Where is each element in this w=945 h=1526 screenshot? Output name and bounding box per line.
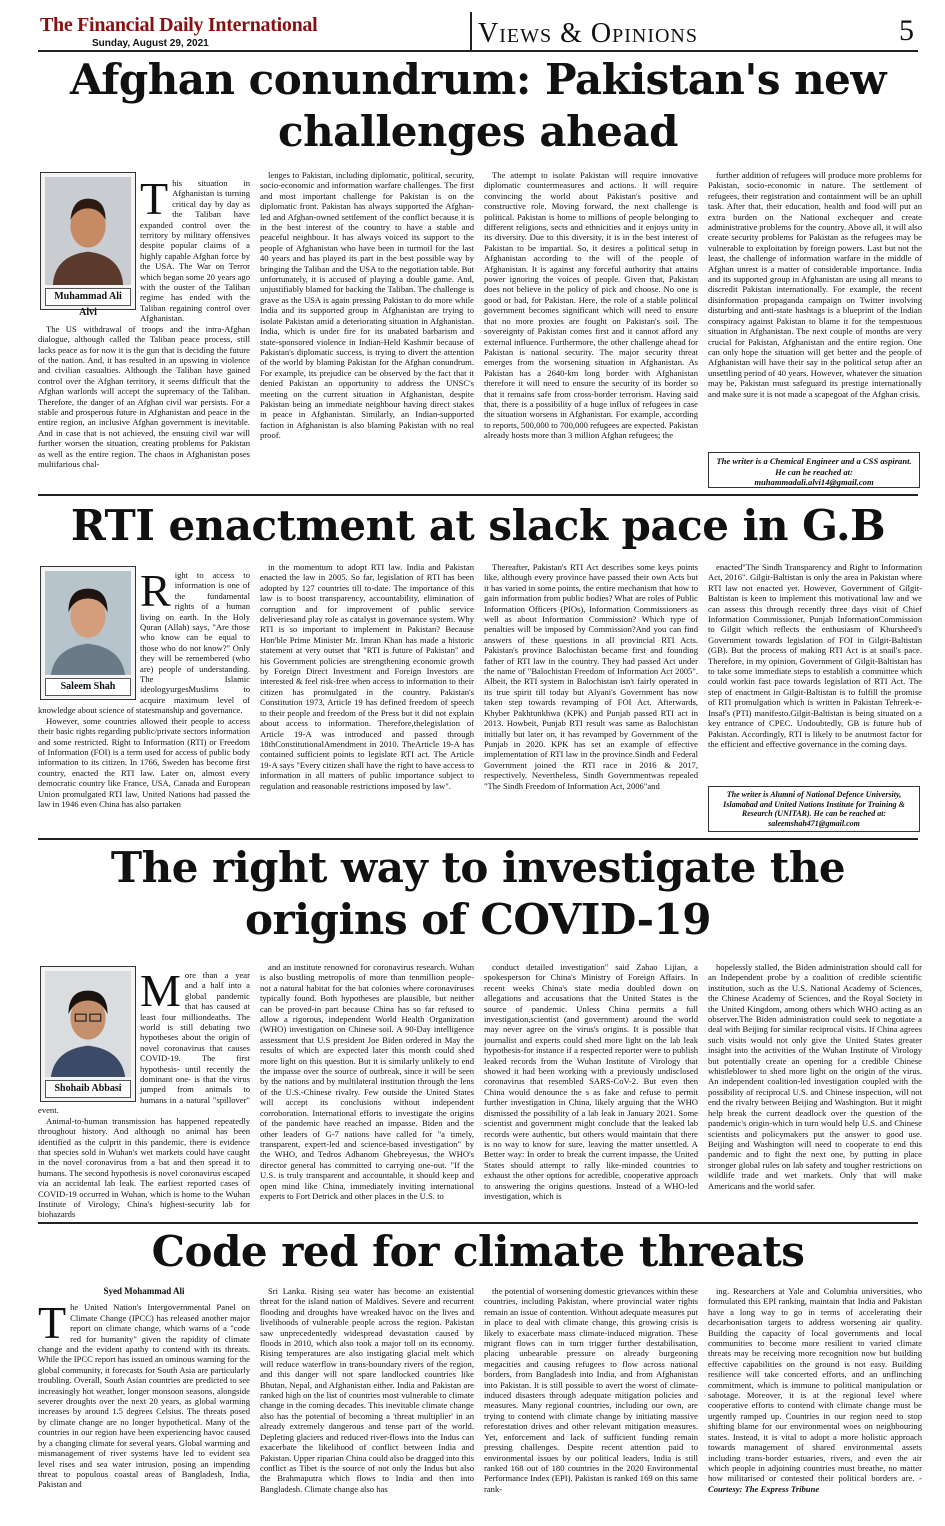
article4-column-1 xyxy=(38,1286,250,1518)
article1-col2-text: lenges to Pakistan, including diplomatic, political, security, socio-economic and information warfare challenges. The first and most important challenge for Pakistan is on the diplomatic front. Pakistan has always supported the Afghan-led and Afghan-owned settlement of the conflict because it is in the best interest of the country to have a stable and peaceful neighbour. It has always voiced its support to the people of Afghanistan who have been in turmoil for the last 40 years and has played its part in the best possible way by bringing the Taliban and the USA to the negotiation table. But unfortunately, it is accused of playing a double game. And, unjustifiably blamed for backing the Taliban. The challenge is grave as the USA is again pressing Pakistan to do more while India and its supported group in Afghanistan are trying to isolate Pakistan amid a deteriorating situation in Afghanistan. India, which is under fire for its unabated barbarism and state-sponsored violence in Indian-Held Kashmir because of Pakistan's diplomatic success, is trying to divert the attention of the world by blaming Pakistan for the Afghan conundrum. For example, its prejudice can be observed by the fact that it denied Pakistan an opportunity to address the UNSC's meeting on the current situation in Afghanistan, despite Pakistan being an immediate neighbour having direct stakes in peace in Afghanistan. Similarly, an Indian-supported faction in Afghanistan is also blaming Pakistan with no real proof. xyxy=(260,170,474,441)
article3-col4-text: hopelessly stalled, the Biden administration should call for an Independent probe by a coalition of credible scientific institution, such as the U.S. National Academy of Sciences, the Chinese Academy of Sciences, and the Royal Society in the United Kingdom, among others which WHO acting as an observer.The Biden administration could seek to negotiate a deal with Beijing for similar reciprocal visits. If China agrees such visits would not only give the United States greater insight into the activities of the Wuhan Institute of Virology but potentially create an opening for a credible Chinese whistleblower to shed more light on the origin of the virus. An independent coalition-led investigation coupled with the possibility of reciprocal U.S. and Chinese inspection, will not end the rivalry between Beijing and Washington. But it might help break the current deadlock over the question of the pandemic's origin-which in turn would help U.S. and Chinese scientists and policymakers put the answer to good use. Beijing and Washington will need to cooperate to end this pandemic and to fight the next one, by putting in place stronger global rules on lab safety and tougher restrictions on wildlife trade and wet markets. Only that will make Americans and the world safer. xyxy=(708,962,922,1191)
article1-bio-text: The writer is a Chemical Engineer and a CSS aspirant. He can be reached at: xyxy=(716,456,912,477)
article3-headline-line1: The right way to investigate the xyxy=(110,843,846,892)
article-divider xyxy=(38,1222,918,1224)
article3-headline-line2: origins of COVID-19 xyxy=(244,895,711,944)
article1-headline-line2: challenges ahead xyxy=(278,107,678,156)
article4-headline: Code red for climate threats xyxy=(151,1227,805,1276)
article1-column-3 xyxy=(484,170,698,490)
article4-column-4 xyxy=(708,1286,922,1518)
article2-col1-text: However, some countries allowed their people to access their basic rights regarding public/private sectors information and some restricted. Right to Information (RTI) or Freedom of Information (FOI) is a term used for access of public body information to its citizen. In 1766, Sweden has become first country, enacted the RTI law. Later on, almost every democratic country like France, USA, Canada and European Union promulgated RTI law, United Nations had passed the law in 1946 even China has also partaken xyxy=(38,715,250,809)
article1-bio-email: muhammadali.alvi14@gmail.com xyxy=(754,477,874,487)
masthead-divider xyxy=(470,12,472,52)
article2-bio-text: The writer is Alumni of National Defence University, Islamabad and United Nations Institute for Training & Research (UNITAR). He can be reached at: xyxy=(723,790,905,819)
article3-headline xyxy=(38,842,918,946)
article3-lead-text: ore than a year and a half into a global pandemic that has caused at least four milliondeaths. The world is still debating two hypotheses about the origin of novel coronavirus that causes COVID-19. The first hypothesis- until recently the dominant one- is that the virus jumped from animals to humans in a natural "spillover" event. xyxy=(38,970,250,1116)
article4-author-name: Syed Mohammad Ali xyxy=(103,1286,185,1296)
article1-author-name: Muhammad Ali Alvi xyxy=(45,288,131,306)
article2-headline: RTI enactment at slack pace in G.B xyxy=(70,501,886,550)
article2-col2-text: in the momentum to adopt RTI law. India and Pakistan enacted the law in 2005. So far, legislation of RTI has been adopted by 127 countries till to-date. The importance of this law is to boost transparency, accountability, elimination of corruption and for improvement of public service deliveriesand play role as catalyst in governance system. Why RTI is so important to implement in Pakistan? Because Hon'ble Prime Minister Mr. Imran Khan has made a historic statement at very outset that "RTI is future of Pakistan" and his Government policies are strengthening economic growth by Foreign Direct Investment and Foreign Investors are interested & feel risk-free when access to information to their citizen has promulgated in the country. Pakistan's Constitution 1973, Article 19 has defined freedom of speech to their people and freedom of the Press but it did not explain about access to information. Therefore,thelegislation of Article 19-A was introduced and passed through 18thConstitutionalAmendment in 2010. TheArticle 19-A has contained sufficient points to legislate RTI act. The Article 19-A says "Every citizen shall have the right to have access to information in all matters of public importance subject to regulation and reasonable restrictions imposed by law". xyxy=(260,562,474,791)
article4-col4-text: ing. Researchers at Yale and Columbia universities, who formulated this EPI ranking, maintain that India and Pakistan have a long way to go in terms of accelerating their decarbonisation targets to address worsening air quality. Building the capacity of local governments and local communities to become more resilient to varied climate threats may be receiving more recognition now but building effective capabilities on the ground is not easy. Building resilience will take concerted efforts, and an unflinching commitment, which is immune to political manipulation or sabotage. Moreover, it is at the regional level where cooperative efforts to contend with climate change must be urgently ramped up. Countries in our region need to stop shifting blame for our environmental woes on neighbouring states. Instead, it is vital to adopt a more holistic approach towards management of shared environmental assets including trans-border estuaries, rivers, and even the air which people in adjoining countries must breathe, no matter how militarised or contested their political borders are. xyxy=(708,1286,922,1484)
article4-col1-text: he United Nation's Intergovernmental Panel on Climate Change (IPCC) has released another major report on climate change, which warns of a "code red for humanity" given the rapidity of climate change and the evident apathy to contend with its threats. While the IPCC report has issued an ominous warning for the global community, it forecasts for South Asia are particularly troubling. Overall, South Asian countries are predicted to see increasingly hot weather, longer monsoon seasons, alongside severer droughts over the next 20 years, as global warming increases by around 1.5 degrees Celsius. The threats posed by climate change are no longer hypothetical. Many of the countries in our region have been experiencing havoc caused by a changing climate for several years. Global warming and mismanagement of river systems have led to evident sea level rises and sea water intrusion, posing an impending threat to populous coastal areas of Bangladesh, India, Pakistan and xyxy=(38,1302,250,1490)
article3-dropcap: M xyxy=(140,970,181,1016)
article1-author-bio xyxy=(708,452,920,488)
article1-lead-text: his situation in Afghanistan is turning critical day by day as the Taliban have expanded control over the territory by military offensives despite popular claims of a highly capable Afghan force by the USA. The War on Terror which began some 20 years ago with the ouster of the Taliban regime has ended with the Taliban regaining control over Afghanistan. xyxy=(140,178,250,324)
masthead xyxy=(38,12,918,52)
article1-col4-text: further addition of refugees will produce more problems for Pakistan, socio-economic in nature. The settlement of refugees, their registration and containment will be an uphill task. After that, their education, health and food will put an extra burden on the National exchequer and create administrative problems for the country. Above all, it will also create security problems for Pakistan as the refugees may be vulnerable to exploitation by foreign powers. Last but not the least, the challenge of information warfare in the middle of Afghan unrest is a matter of considerable importance. India and its supported group in Afghanistan are using all means to discredit Pakistan internationally. For example, the recent disinformation propaganda campaign on Twitter involving disturbing and anti-state hashtags is a blueprint of the Indian conspiracy against Pakistan to blame it for the tempestuous situation in Afghanistan. The next couple of months are very crucial for Pakistan, Afghanistan and the entire region. One can only hope the situation will get better and the people of Afghanistan will have their say in the political setup after an unsettling period of 40 years. However, whatever the situation may be, Pakistan must safeguard its prestige internationally and make sure it is not made a scapegoat of the Afghan crisis. xyxy=(708,170,922,399)
article1-column-4 xyxy=(708,170,922,450)
article1-col1-text: The US withdrawal of troops and the intra-Afghan dialogue, although called the Taliban peace process, still lacks peace as for now it is the gun that is deciding the future of the nation. And, it has resulted in an upswing in violence and civilian casualties. Although the Taliban have gained control over the Afghan territory, it seems difficult that the Afghan warlords will accept the supremacy of the Taliban. Therefore, the danger of an Afghan civil war persists. For a stable and prosperous future in Afghanistan and peace in the entire region, an inclusive Afghan government is inevitable. And in case that is not achieved, the ensuing civil war will further worsen the situation, creating problems for Pakistan as well as the entire region. The chaos in Afghanistan poses multifarious chal- xyxy=(38,323,250,469)
article4-courtesy: -Courtesy: The Express Tribune xyxy=(708,1473,922,1494)
article3-column-3 xyxy=(484,962,698,1220)
article4-col3-text: the potential of worsening domestic grievances within these countries, including Pakistan, where provincial water rights remain an issue of contention. Without adequate measures put in place to deal with climate change, this growing crisis is likely to exacerbate mass climate-induced migration. These migrant flows can in turn trigger further destabilisation, placing unbearable pressure on already burgeoning megacities and causing refugees to flow across national borders, from Bangladesh into India, and from Afghanistan into Pakistan. It is still possible to avert the worst of climate-induced disasters through adequate mitigation policies and measures. Many regional countries, including our own, are trying to contend with climate change by initiating massive reforestation drives and other relevant mitigation measures. Yet, enforcement and lack of sufficient funding remain pressing challenges. Despite recent attention paid to environmental issues by our political leaders, India is still ranked 168 out of 180 countries in the 2020 Environmental Performance Index (EPI). Pakistan is ranked 169 on this same rank- xyxy=(484,1286,698,1494)
paper-name: The Financial Daily International xyxy=(40,14,318,36)
article2-bio-email: saleemshah471@gmail.com xyxy=(768,818,860,828)
article1-dropcap: T xyxy=(140,178,169,224)
article1-headline xyxy=(38,54,918,158)
article3-author-name: Shohaib Abbasi xyxy=(45,1080,131,1098)
article2-author-bio xyxy=(708,786,920,832)
photo-spacer xyxy=(38,570,140,702)
article1-col3-text: The attempt to isolate Pakistan will require innovative diplomatic countermeasures and actions. It will require convincing the world about Pakistan's positive and constructive role. Moving forward, the next challenge is political. Pakistan is home to millions of people belonging to different religions, sects and ethnicities and it enjoys unity in its diversity. Due to this diversity, it is in the best interest of Pakistan to be impartial. So, it desires a political setup in Afghanistan according to the will of the people of Afghanistan. It is against any forceful authority that attains power ignoring the voices of people. Given that, Pakistan does not believe in the policy of pick and choose. No one is good or bad, for Pakistan. Here, the role of a stable political government becomes significant which will need to ensure that no more proxies are fought on Pakistan's soil. The sovereignty of Pakistan comes first and it cannot afford any external influence. Furthermore, the other challenge ahead for Pakistan is national security. The major security threat emerges from the worsening situation in Afghanistan. As Pakistan has a 2640-km long border with Afghanistan therefore it will need to ensure the security of its border so that it remains safe from cross-border terrorism. Having said that, there is a possibility of a huge influx of refugees in case the situation worsens in Afghanistan. For example, according to reports, 500,000 to 700,000 refugees are expected. Pakistan already hosts more than 3 million Afghan refugees; the xyxy=(484,170,698,441)
article3-col2-text: and an institute renowned for coronavirus research. Wuhan is also bustling metropolis of more than tenmillion people- not a natural habitat for the bat colonies where coronaviruses typically found. Both hypotheses are plausible, but neither can be proved-in part because China has so far refused to allow a rigorous, independent World Health Organization (WHO) investigation on Chinese soil. A 90-Day intelligence assessment that U.S president Joe Biden ordered in May the results of which are expected later this month could shed more light on this question. But it is similarly unlikely to end the impasse over the source of outbreak, since it will be seen by the nations and by multilateral institution through the lens of the U.S.-Chinese rivalry. Few outside the United States will accept its conclusions without independent corroboration. International efforts to investigate the origins of the pandemic have reached an impasse. Biden and the other leaders of G-7 nations have called for "a timely, transparent, expert-led and science-based investigation" by the WHO, and Tedros Adhanom Ghebreyesus, the WHO's director general has committed to carrying one-out. "If the U.S. is truly transparent and accountable, it should keep and open mind like China, immediately inviting international experts to Fort Detrick and other places in the U.S. to xyxy=(260,962,474,1201)
article4-col2-text: Sri Lanka. Rising sea water has become an existential threat for the island nation of Maldives. Severe and recurrent flooding and droughts have wreaked havoc on the lives and livelihoods of vulnerable people across the region. Pakistan saw unprecedentedly widespread devastation caused by floods in 2010, which also took a major toll on its economy. Rising temperatures are also instigating glacial melt which will reduce waterflow in trans-boundary rivers of the region, and this danger will not spare landlocked countries like Bhutan, Nepal, and Afghanistan either. India and Pakistan are ranked high on the list of countries most vulnerable to climate change in the coming decades. This inevitable climate change also has the potential of becoming a 'threat multiplier' in an already extremely dangerous and tense part of the world. Depleting glaciers and reduced river-flows into the Indus can exacerbate the likelihood of conflict between India and Pakistan. Upper riparian China could also be dragged into this conflict as Tibet is the source of not only the Indus but also the Brahmaputra which flows to India and then into Bangladesh. Climate change also has xyxy=(260,1286,474,1494)
article1-column-1 xyxy=(38,178,250,490)
article2-column-4 xyxy=(708,562,922,784)
photo-spacer xyxy=(38,970,140,1104)
article2-lead-text: ight to access to information is one of the fundamental rights of a human living on earth. In the Holy Quran (Allah) says, "Are those who know can be equal to those who do not know?" Only they will be remembered (who are) people of understanding. The Islamic ideologyurgesMuslims to acquire maximum level of knowledge about science of statesmanship and governance. xyxy=(38,570,250,716)
article3-column-2 xyxy=(260,962,474,1220)
publication-date: Sunday, August 29, 2021 xyxy=(92,38,209,49)
article2-dropcap: R xyxy=(140,570,171,616)
article2-author-name: Saleem Shah xyxy=(45,678,131,696)
article-divider xyxy=(38,838,918,840)
article1-headline-line1: Afghan conundrum: Pakistan's new xyxy=(69,55,887,104)
article3-column-1 xyxy=(38,970,250,1220)
article2-column-2 xyxy=(260,562,474,832)
page-number: 5 xyxy=(899,14,914,47)
article2-column-3 xyxy=(484,562,698,832)
article4-column-3 xyxy=(484,1286,698,1518)
article-divider xyxy=(38,494,918,496)
article4-dropcap: T xyxy=(38,1297,67,1349)
article2-column-1 xyxy=(38,570,250,832)
article2-col4-text: enacted"The Sindh Transparency and Right to Information Act, 2016". Gilgit-Baltistan is only the area in Pakistan where RTI law not enacted yet. However, Government of Gilgit-Baltistan is keen to implement this motivational law and we can assess this through recently three days visit of Chief Information Commissioner, Punjab InformationCommission to Gilgit which reflects the enthusiasm of Khursheed's Government towards legislation of FOI in Gilgit-Baltistan (GB). But the process of making RTI Act is at snail's pace. Therefore, in my opinion, Government of Gilgit-Baltistan has to take some immediate steps to establish a committee which could workin fast pace towards legislation of RTI Act. The step of enactment in Gilgit-Baltistan is to fulfill the promise of RTI promulgation which is written in Pakistan Tehreek-e-Insaf's (PTI) manifesto.Gilgit-Baltistan is being situated on a key entrance of CPEC. Undoubtedly, GB is future hub of Pakistan. Accordingly, RTI is likely to be anutmost factor for the efficient and effective governance in the coming days. xyxy=(708,562,922,749)
article3-column-4 xyxy=(708,962,922,1220)
article2-col3-text: Thereafter, Pakistan's RTI Act describes some keys points like, although every province have passed their own Acts but it has varied in some points, the entire mechanism that how to gain information from public bodies? What are roles of Public Information Officers (PIOs), Information Commissioners as well as about Information Commission? Which type of penalties will be imposed by Commission?And you can find answers of these questions in all provincial RTI Acts. Pakistan's province Balochistan became first and founding father of RTI law in the country. They had passed Act under the name of "Balochistan Freedom of Information Act 2005". Albeit, the RTI system in Balochistan isn't fairly operated in its true spirit till today but Alyani's Government has now taken step towards revamping of FOI Act. Afterwards, Khyber Pakhtunkhwa (KPK) and Punjab passed RTI act in 2013. Howbeit, Punjab RTI result was same as Balochistan initially but later on, it has revamped by Government of the Punjab in 2020. KPK has set an example of effective implementation of RTI law in the province.Sindh and Federal Government joined the RTI race in 2016 & 2017, respectively. Nevertheless, Sindh Governmentwas repealed "The Sindh Freedom of Information Act, 2006"and xyxy=(484,562,698,791)
article3-col1-text: Animal-to-human transmission has happened repeatedly throughout history. And although no animal has been identified as the culprit in this pandemic, there is evidence that species sold in Wuhan's wet markets could have caught in the novel coronavirus from a bat and then spread it to humans. The second hypothesis is novel coronavirus escaped via an accidental lab leak. The earliest reported cases of COVID-19 occurred in Wuhan, which is home to the Wuhan Institute of Virology, China's highest-security lab for biohazards xyxy=(38,1115,250,1220)
article4-column-2 xyxy=(260,1286,474,1518)
article3-col3-text: conduct detailed investigation" said Zahao Lijian, a spokesperson for China's Ministry of Foreign Affairs. In recent weeks China's state media doubled down on allegations and accusations that the United States is the source of pandemic. Unless China permits a full investigation,scientist (and government) around the world may never agree on the virus's origins. It is possible that journalist and experts could shed more light on the lab leak hypothesis-for instance if a respected reporter were to publish leaked records from the Wuhan Institute of Virology that showed it had been working with a previously undisclosed coronavirus that resembled SARS-CoV-2. But even then China would denounce the s as fake and refuse to permit further investigation in China, likely arguing that the WHO dismissed the possibility of a lab leak in January 2021. Some scientist and government might conclude that the leaked lab records were authentic, but others would maintain that there is no way to know for sure, leaving the matter unsettled. A Better way: In order to break the current impasse, the United States should attempt to rally like-minded countries to exhaust the other options for acredible, cooperative approach to answering the origins questions. Instead of a WHO-led investigation, which is xyxy=(484,962,698,1201)
photo-spacer xyxy=(38,178,140,314)
section-title: Views & Opinions xyxy=(478,18,698,49)
article1-column-2 xyxy=(260,170,474,490)
